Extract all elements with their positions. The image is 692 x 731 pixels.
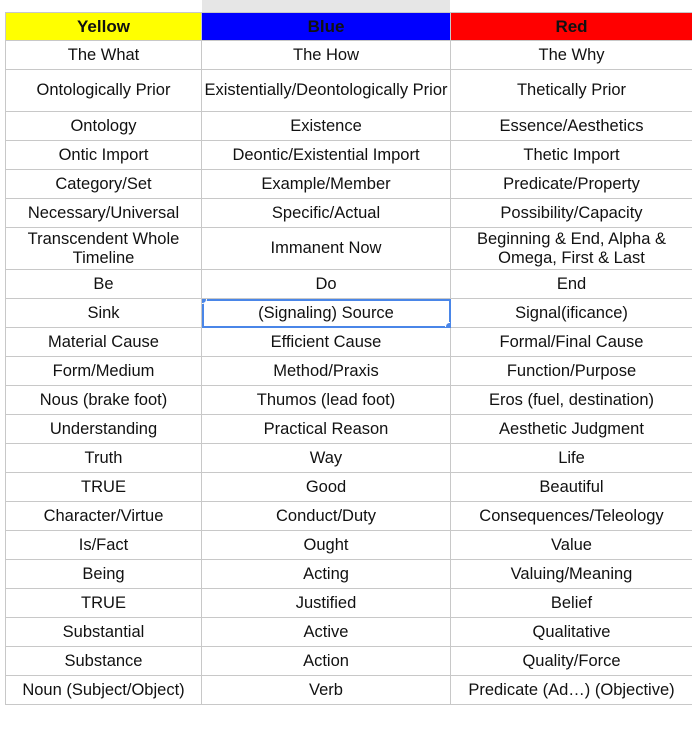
table-cell[interactable]: Ought bbox=[202, 531, 451, 560]
table-cell[interactable]: Deontic/Existential Import bbox=[202, 141, 451, 170]
table-cell[interactable]: Good bbox=[202, 473, 451, 502]
table-cell[interactable]: TRUE bbox=[6, 589, 202, 618]
strip-right bbox=[450, 0, 692, 12]
table-cell[interactable]: Consequences/Teleology bbox=[451, 502, 692, 531]
selection-handle-top-left[interactable] bbox=[202, 299, 208, 305]
table-cell[interactable]: Signal(ificance) bbox=[451, 299, 692, 328]
table-cell[interactable]: Material Cause bbox=[6, 328, 202, 357]
table-cell[interactable]: TRUE bbox=[6, 473, 202, 502]
header-cell-red[interactable]: Red bbox=[451, 13, 692, 41]
table-row bbox=[6, 444, 692, 473]
table-row bbox=[6, 199, 692, 228]
table-row bbox=[6, 415, 692, 444]
strip-left bbox=[0, 0, 202, 12]
table-cell[interactable]: Immanent Now bbox=[202, 228, 451, 270]
table-cell[interactable]: Eros (fuel, destination) bbox=[451, 386, 692, 415]
table-cell[interactable]: Existentially/Deontologically Prior bbox=[202, 70, 451, 112]
table-cell[interactable]: Valuing/Meaning bbox=[451, 560, 692, 589]
table-cell[interactable]: Noun (Subject/Object) bbox=[6, 676, 202, 705]
table-cell[interactable]: Nous (brake foot) bbox=[6, 386, 202, 415]
strip-mid bbox=[202, 0, 450, 12]
table-row bbox=[6, 357, 692, 386]
table-row bbox=[6, 676, 692, 705]
table-row bbox=[6, 618, 692, 647]
header-cell-blue[interactable]: Blue bbox=[202, 13, 451, 41]
table-cell[interactable]: Sink bbox=[6, 299, 202, 328]
header-cell-yellow[interactable]: Yellow bbox=[6, 13, 202, 41]
table-cell[interactable]: Being bbox=[6, 560, 202, 589]
spreadsheet-grid bbox=[5, 12, 692, 705]
table-cell[interactable]: Justified bbox=[202, 589, 451, 618]
table-cell[interactable]: Predicate/Property bbox=[451, 170, 692, 199]
table-cell[interactable]: Qualitative bbox=[451, 618, 692, 647]
table-cell[interactable]: The How bbox=[202, 41, 451, 70]
table-row bbox=[6, 502, 692, 531]
table-cell[interactable]: Belief bbox=[451, 589, 692, 618]
table-cell[interactable]: Ontologically Prior bbox=[6, 70, 202, 112]
table-cell[interactable]: Existence bbox=[202, 112, 451, 141]
table-cell[interactable]: Be bbox=[6, 270, 202, 299]
table-cell[interactable]: The What bbox=[6, 41, 202, 70]
table-cell[interactable]: Conduct/Duty bbox=[202, 502, 451, 531]
header-row bbox=[6, 13, 692, 41]
table-cell[interactable]: Practical Reason bbox=[202, 415, 451, 444]
table-cell[interactable]: Active bbox=[202, 618, 451, 647]
table-cell[interactable]: Thetic Import bbox=[451, 141, 692, 170]
grid-body bbox=[6, 41, 692, 705]
table-row bbox=[6, 112, 692, 141]
table-cell[interactable]: Is/Fact bbox=[6, 531, 202, 560]
table-cell[interactable]: Formal/Final Cause bbox=[451, 328, 692, 357]
table-cell[interactable]: Necessary/Universal bbox=[6, 199, 202, 228]
table-row bbox=[6, 70, 692, 112]
table-row bbox=[6, 299, 692, 328]
table-cell[interactable]: Ontic Import bbox=[6, 141, 202, 170]
table-cell[interactable]: Beginning & End, Alpha & Omega, First & Last bbox=[451, 228, 692, 270]
table-cell[interactable]: Efficient Cause bbox=[202, 328, 451, 357]
table-cell[interactable]: Possibility/Capacity bbox=[451, 199, 692, 228]
table-cell[interactable]: Beautiful bbox=[451, 473, 692, 502]
table-row bbox=[6, 270, 692, 299]
table-cell[interactable]: Predicate (Ad…) (Objective) bbox=[451, 676, 692, 705]
table-cell[interactable]: Verb bbox=[202, 676, 451, 705]
table-cell[interactable]: Substance bbox=[6, 647, 202, 676]
table-cell[interactable]: End bbox=[451, 270, 692, 299]
table-cell[interactable]: Understanding bbox=[6, 415, 202, 444]
table-row bbox=[6, 41, 692, 70]
selection-handle-bottom-right[interactable] bbox=[445, 322, 451, 328]
table-cell[interactable]: Substantial bbox=[6, 618, 202, 647]
table-cell[interactable]: Example/Member bbox=[202, 170, 451, 199]
table-cell[interactable]: Character/Virtue bbox=[6, 502, 202, 531]
sheet-top-strip bbox=[0, 0, 692, 12]
table-cell[interactable]: Quality/Force bbox=[451, 647, 692, 676]
table-row bbox=[6, 589, 692, 618]
table-cell[interactable]: Essence/Aesthetics bbox=[451, 112, 692, 141]
table-cell[interactable]: Thetically Prior bbox=[451, 70, 692, 112]
selected-cell[interactable]: (Signaling) Source bbox=[202, 299, 451, 328]
table-row bbox=[6, 328, 692, 357]
table-cell[interactable]: Truth bbox=[6, 444, 202, 473]
table-cell[interactable]: Form/Medium bbox=[6, 357, 202, 386]
table-cell[interactable]: Transcendent Whole Timeline bbox=[6, 228, 202, 270]
table-cell[interactable]: Specific/Actual bbox=[202, 199, 451, 228]
table-cell[interactable]: Life bbox=[451, 444, 692, 473]
table-cell[interactable]: Category/Set bbox=[6, 170, 202, 199]
table-cell[interactable]: Ontology bbox=[6, 112, 202, 141]
table-row bbox=[6, 473, 692, 502]
table-cell[interactable]: Function/Purpose bbox=[451, 357, 692, 386]
table-row bbox=[6, 386, 692, 415]
table-cell[interactable]: The Why bbox=[451, 41, 692, 70]
table-row bbox=[6, 228, 692, 270]
table-cell[interactable]: Method/Praxis bbox=[202, 357, 451, 386]
table-cell[interactable]: Way bbox=[202, 444, 451, 473]
table-cell[interactable]: Action bbox=[202, 647, 451, 676]
table-cell[interactable]: Thumos (lead foot) bbox=[202, 386, 451, 415]
table-row bbox=[6, 531, 692, 560]
table-cell[interactable]: Acting bbox=[202, 560, 451, 589]
table-row bbox=[6, 647, 692, 676]
table-row bbox=[6, 560, 692, 589]
table-cell[interactable]: Value bbox=[451, 531, 692, 560]
table-row bbox=[6, 170, 692, 199]
table-row bbox=[6, 141, 692, 170]
table-cell[interactable]: Do bbox=[202, 270, 451, 299]
table-cell[interactable]: Aesthetic Judgment bbox=[451, 415, 692, 444]
